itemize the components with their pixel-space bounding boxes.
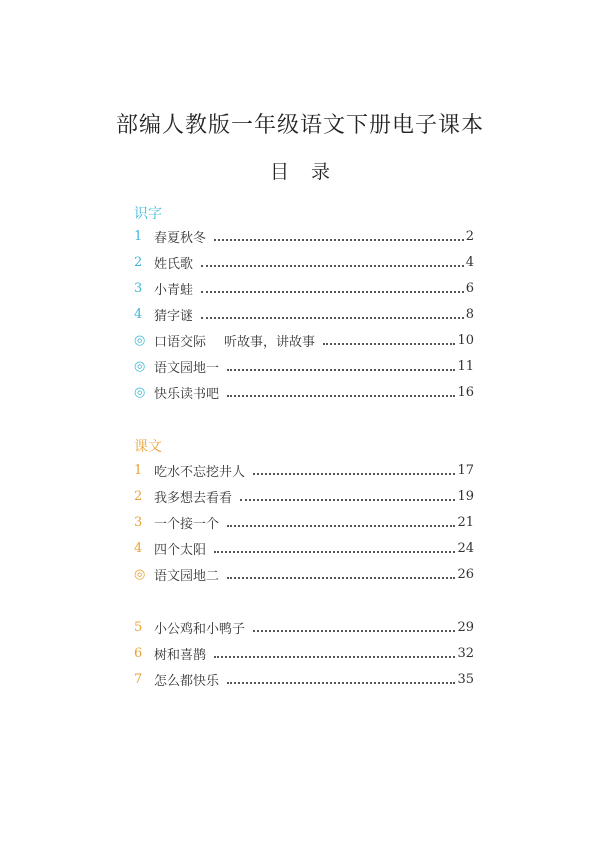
entry-title: 语文园地一 bbox=[154, 360, 220, 376]
dot-leader bbox=[227, 681, 455, 684]
entry-title: 春夏秋冬 bbox=[154, 230, 207, 246]
toc-entry[interactable] bbox=[134, 460, 474, 480]
entry-number: 1 bbox=[134, 462, 143, 478]
dot-leader bbox=[201, 316, 464, 319]
circle-mark-icon: ◎ bbox=[134, 358, 146, 374]
toc-entry[interactable] bbox=[134, 669, 474, 689]
section-title-literacy: 识字 bbox=[134, 206, 162, 222]
dot-leader bbox=[253, 472, 455, 475]
entry-page: 19 bbox=[457, 488, 474, 504]
entry-page: 4 bbox=[465, 254, 474, 270]
toc-heading bbox=[0, 157, 600, 184]
entry-page: 35 bbox=[457, 671, 474, 687]
toc-entry[interactable] bbox=[134, 486, 474, 506]
entry-page: 24 bbox=[457, 540, 474, 556]
dot-leader bbox=[201, 264, 464, 267]
toc-entry[interactable] bbox=[134, 643, 474, 663]
entry-title: 姓氏歌 bbox=[154, 256, 194, 272]
entry-number: 1 bbox=[134, 228, 143, 244]
entry-title: 我多想去看看 bbox=[154, 490, 233, 506]
entry-title: 语文园地二 bbox=[154, 568, 220, 584]
entry-number: 3 bbox=[134, 514, 143, 530]
circle-mark-icon: ◎ bbox=[134, 384, 146, 400]
book-title: 部编人教版一年级语文下册电子课本 bbox=[115, 113, 484, 138]
toc-entry[interactable] bbox=[134, 512, 474, 532]
entry-title: 一个接一个 bbox=[154, 516, 220, 532]
entry-title: 小青蛙 bbox=[154, 282, 194, 298]
entry-title: 树和喜鹊 bbox=[154, 647, 207, 663]
toc-entry[interactable] bbox=[134, 278, 474, 298]
toc-entry[interactable] bbox=[134, 304, 474, 324]
entry-title: 小公鸡和小鸭子 bbox=[154, 621, 246, 637]
section-title-texts: 课文 bbox=[134, 439, 162, 455]
dot-leader bbox=[214, 238, 464, 241]
toc-entry[interactable] bbox=[134, 538, 474, 558]
entry-title bbox=[154, 331, 315, 350]
toc-entry[interactable] bbox=[134, 617, 474, 637]
entry-page: 17 bbox=[457, 462, 474, 478]
entry-subtitle: 听故事，讲故事 bbox=[224, 334, 316, 350]
toc-entry[interactable] bbox=[134, 564, 474, 584]
toc-entry[interactable] bbox=[134, 356, 474, 376]
entry-page: 29 bbox=[457, 619, 474, 635]
dot-leader bbox=[227, 576, 455, 579]
dot-leader bbox=[240, 498, 455, 501]
entry-title: 快乐读书吧 bbox=[154, 386, 220, 402]
toc-heading-char-1: 目 bbox=[269, 161, 289, 183]
toc-entry[interactable] bbox=[134, 226, 474, 246]
circle-mark-icon: ◎ bbox=[134, 566, 146, 582]
dot-leader bbox=[227, 524, 455, 527]
entry-number: 4 bbox=[134, 540, 143, 556]
entry-number: 3 bbox=[134, 280, 143, 296]
entry-title: 猜字谜 bbox=[154, 308, 194, 324]
entry-page: 8 bbox=[465, 306, 474, 322]
entry-title-main: 口语交际 bbox=[154, 334, 207, 350]
dot-leader bbox=[214, 655, 455, 658]
entry-page: 6 bbox=[465, 280, 474, 296]
toc-entry[interactable] bbox=[134, 330, 474, 350]
entry-page: 21 bbox=[457, 514, 474, 530]
entry-page: 26 bbox=[457, 566, 474, 582]
dot-leader bbox=[201, 290, 464, 293]
entry-page: 32 bbox=[457, 645, 474, 661]
toc-entry[interactable] bbox=[134, 382, 474, 402]
entry-number: 6 bbox=[134, 645, 143, 661]
dot-leader bbox=[227, 368, 455, 371]
entry-page: 11 bbox=[457, 358, 474, 374]
entry-title: 吃水不忘挖井人 bbox=[154, 464, 246, 480]
dot-leader bbox=[323, 342, 455, 345]
toc-heading-char-2: 录 bbox=[311, 161, 331, 183]
entry-title: 怎么都快乐 bbox=[154, 673, 220, 689]
entry-number: 5 bbox=[134, 619, 143, 635]
entry-page: 2 bbox=[465, 228, 474, 244]
entry-number: 4 bbox=[134, 306, 143, 322]
entry-page: 16 bbox=[457, 384, 474, 400]
entry-title: 四个太阳 bbox=[154, 542, 207, 558]
dot-leader bbox=[227, 394, 455, 397]
toc-entry[interactable] bbox=[134, 252, 474, 272]
entry-page: 10 bbox=[457, 332, 474, 348]
entry-number: 7 bbox=[134, 671, 143, 687]
circle-mark-icon: ◎ bbox=[134, 332, 146, 348]
dot-leader bbox=[214, 550, 455, 553]
entry-number: 2 bbox=[134, 488, 143, 504]
dot-leader bbox=[253, 629, 455, 632]
entry-number: 2 bbox=[134, 254, 143, 270]
